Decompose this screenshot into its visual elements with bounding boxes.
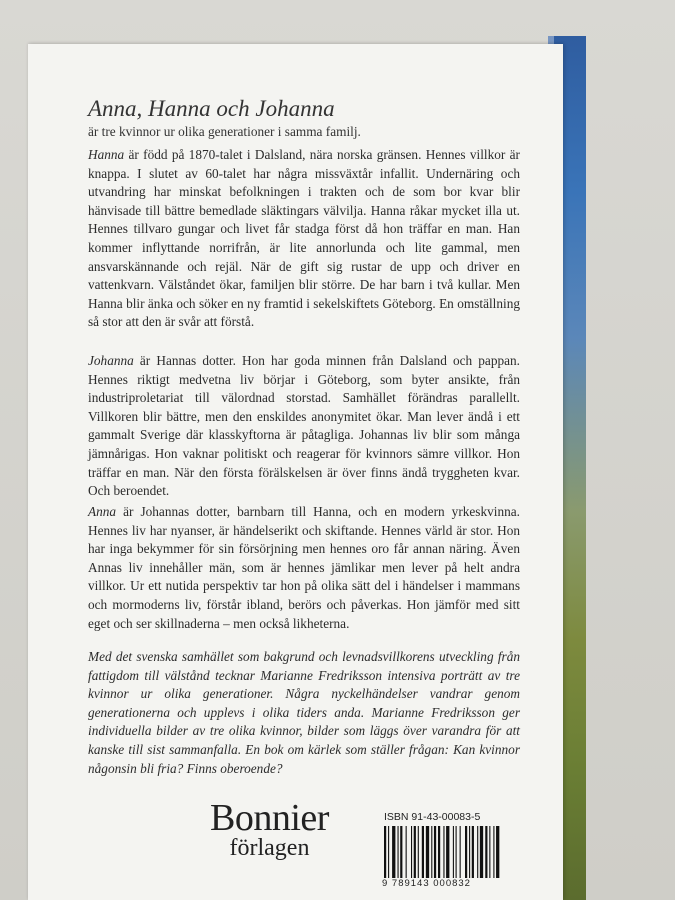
paragraph-name: Johanna bbox=[88, 353, 134, 368]
paragraph-name: Anna bbox=[88, 504, 117, 519]
publisher-logo bbox=[210, 797, 329, 861]
paragraph-text: är Hannas dotter. Hon har goda minnen från Dalsland och pappan. Hennes riktigt medvetna liv börjar i Göteborg, som byter ansikte, från industriproletariat till välordnad storstad. Samhället förändras parallellt. Villkoren blir bättre, men den enskildes anonymitet ökar. Man lever ändå i ett gammalt Sverige där klasskyftorna är påtagliga. Johannas liv blir som många jämnårigas. Hon vaknar politiskt och reagerar för kvinnors sämre villkor. Hon träffar en man. När den första förälskelsen är över finns ändå tryggheten kvar. Och beroendet. bbox=[88, 353, 520, 499]
paragraph-johanna bbox=[88, 352, 520, 501]
paragraph-hanna bbox=[88, 146, 520, 332]
barcode-number: 9 789143 000832 bbox=[382, 878, 471, 889]
paragraph-text: är född på 1870-talet i Dalsland, nära norska gränsen. Hennes villkor är knappa. I slutet av 60-talet har några missväxtår infallit. Undernäring och utvandring har minskat befolkningen i trakten och de som bor kvar blir hänvisade till bättre bemedlade släktingars välvilja. Hanna råkar mycket illa ut. Hennes tillvaro gungar och livet får stadga först då hon träffar en man. Han kommer inflyttande norrifrån, är lite annorlunda och lite gammal, men ansvarskännande och rejäl. När de gift sig rustar de upp och driver en vattenkvarn. Välståndet ökar, familjen blir större. De har barn i två kullar. Men Hanna blir änka och söker en ny framtid i sekelskiftets Göteborg. En omställning så stor att den är svår att förstå. bbox=[88, 147, 520, 330]
paragraph-text: är Johannas dotter, barnbarn till Hanna, och en modern yrkeskvinna. Hennes liv har nyanser, är händelserikt och skiftande. Hennes värld är stor. Hon har inga bekymmer för sin försörjning men hennes oro får annan näring. Även Annas liv innehåller män, som är hennes jämlikar men lever på helt andra villkor. Ur ett nutida perspektiv tar hon på olika sätt del i händelser i mammans och mormoderns liv, förstår ibland, berörs och påverkas. Hon jämför med sitt eget och ser skillnaderna – men också likheterna. bbox=[88, 504, 520, 631]
barcode bbox=[382, 826, 534, 878]
paragraph-anna bbox=[88, 503, 520, 633]
publisher-line2: förlagen bbox=[229, 835, 310, 861]
publisher-line1: Bonnier bbox=[210, 797, 329, 839]
closing-paragraph: Med det svenska samhället som bakgrund och levnadsvillkorens utveckling från fattigdom till välstånd tecknar Marianne Fredriksson intensiva porträtt av tre kvinnor ur olika generationer. Några nyckelhändelser vandrar genom generationerna och upplevs i olika tiders anda. Marianne Fredriksson ger individuella bilder av tre olika kvinnor, bilder som läggs över varandra för att kanske till sist sammanfalla. En bok om kärlek som ställer frågan: Kan kvinnor någonsin bli fria? Finns oberoende? bbox=[88, 649, 520, 776]
book-title: Anna, Hanna och Johanna bbox=[88, 96, 335, 121]
isbn-text: ISBN 91-43-00083-5 bbox=[384, 811, 481, 823]
book-subtitle: är tre kvinnor ur olika generationer i samma familj. bbox=[88, 124, 361, 139]
paragraph-name: Hanna bbox=[88, 147, 125, 162]
